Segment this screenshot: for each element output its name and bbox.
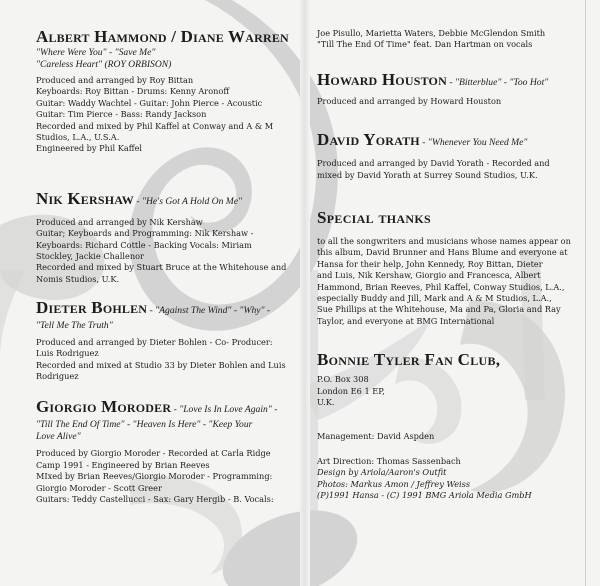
credit-line: Guitar: Tim Pierce - Bass: Randy Jackson: [36, 109, 207, 120]
thanks-line: and Luis, Nik Kershaw, Giorgio and Francesca, Albert: [317, 270, 541, 281]
credit-line: Guitar; Keyboards and Programming: Nik Kershaw -: [36, 228, 254, 239]
thanks-line: Sue Phillips at the Whitehouse, Ma and Pa, Gloria and Ray: [317, 304, 561, 315]
albert-hammond-section: [36, 28, 298, 155]
credit-line: "Till The End Of Time" feat. Dan Hartman on vocals: [317, 39, 533, 50]
credit-line: Guitar: Waddy Wachtel - Guitar: John Pierce - Acoustic: [36, 97, 263, 108]
songs-line: "Careless Heart" (ROY ORBISON): [36, 58, 172, 70]
credit-line: Recorded and mixed at Studio 33 by Dieter Bohlen and Luis: [36, 359, 286, 370]
credit-line: Luis Rodriguez: [36, 348, 99, 359]
howard-houston-section: [317, 71, 592, 107]
fan-club-section: [317, 351, 592, 408]
credit-line: Engineered by Phil Kaffel: [36, 143, 143, 154]
art-credit-line: Art Direction: Thomas Sassenbach: [317, 455, 461, 466]
credit-line: Camp 1991 - Engineered by Brian Reeves: [36, 459, 210, 470]
credit-line: Produced and arranged by Howard Houston: [317, 95, 502, 106]
art-credit-line: Photos: Markus Amon / Jeffrey Weiss: [317, 478, 471, 489]
dieter-bohlen-section: [36, 299, 298, 382]
credit-line: Produced and arranged by Dieter Bohlen - Co- Producer:: [36, 336, 273, 347]
credit-line: Keyboards: Richard Cottle - Backing Vocals: Miriam: [36, 239, 252, 250]
giorgio-moroder-section: [36, 398, 298, 505]
credit-line: Keyboards: Roy Bittan - Drums: Kenny Aronoff: [36, 86, 230, 97]
artist-heading: [36, 190, 298, 211]
thanks-line: Hansa for their help, John Kennedy, Roy Bittan, Dieter: [317, 258, 543, 269]
credit-line: Rodriguez: [36, 371, 79, 381]
artist-heading: [36, 398, 298, 419]
credit-line: Recorded and mixed by Stuart Bruce at the Whitehouse and: [36, 262, 287, 273]
credit-line: Giorgio Moroder - Scott Greer: [36, 482, 162, 493]
credit-line: MIxed by Brian Reeves/Giorgio Moroder - Programming:: [36, 471, 273, 482]
david-yorath-section: [317, 131, 592, 181]
management-line: Management: David Aspden: [317, 430, 435, 441]
artist-name: Dieter Bohlen: [36, 298, 148, 318]
songs-line: "Till The End Of Time" - "Heaven Is Here" - "Keep Your: [36, 419, 253, 431]
artist-name: Howard Houston: [317, 69, 447, 89]
artist-heading: [317, 71, 592, 92]
credit-line: Studios, L.A., U.S.A.: [36, 132, 120, 143]
address-line: P.O. Box 308: [317, 374, 369, 385]
thanks-line: this album, David Brunner and Hans Blume and everyone at: [317, 247, 568, 258]
artist-name: Nik Kershaw: [36, 188, 134, 208]
artist-heading: Albert Hammond / Diane Warren: [36, 27, 289, 46]
credit-line: Produced and arranged by Roy Bittan: [36, 75, 194, 85]
song-title: - "He's Got A Hold On Me": [133, 195, 243, 207]
artist-heading: [36, 299, 298, 320]
nik-kershaw-section: [36, 190, 298, 285]
artist-heading: [317, 131, 592, 152]
songs-line: "Where Were You" - "Save Me": [36, 47, 156, 58]
song-title: - "Whenever You Need Me": [419, 137, 528, 149]
right-column: [317, 28, 592, 502]
continued-credits: [317, 28, 592, 51]
fan-club-heading: Bonnie Tyler Fan Club,: [317, 350, 501, 370]
song-title: - "Love Is In Love Again" -: [171, 404, 278, 416]
special-thanks-section: [317, 209, 592, 327]
credit-line: Nomis Studios, U.K.: [36, 273, 120, 284]
artist-name: David Yorath: [317, 130, 420, 150]
left-column: [36, 28, 298, 505]
song-title: - "Against The Wind" - "Why" -: [147, 305, 271, 317]
thanks-line: Taylor, and everyone at BMG International: [317, 315, 495, 326]
art-credit-line: Design by Ariola/Aaron's Outfit: [317, 467, 447, 478]
art-credits: [317, 456, 592, 502]
art-credit-line: (P)1991 Hansa - (C) 1991 BMG Ariola Media GmbH: [317, 490, 532, 501]
credit-line: Produced by Giorgio Moroder - Recorded at Carla Ridge: [36, 448, 271, 459]
credit-line: Produced and arranged by David Yorath - Recorded and: [317, 158, 550, 169]
credit-line: Recorded and mixed by Phil Kaffel at Conway and A & M: [36, 120, 274, 131]
credit-line: mixed by David Yorath at Surrey Sound Studios, U.K.: [317, 169, 538, 180]
credit-line: Produced and arranged by Nik Kershaw: [36, 216, 203, 227]
thanks-line: Hammond, Brian Reeves, Phil Kaffel, Conway Studios, L.A.,: [317, 281, 565, 292]
address-line: U.K.: [317, 397, 335, 408]
songs-line: Love Alive": [36, 430, 81, 442]
thanks-line: to all the songwriters and musicians whose names appear on: [317, 236, 571, 247]
song-title: - "Bitterblue" - "Too Hot": [446, 76, 549, 88]
artist-name: Giorgio Moroder: [36, 397, 172, 417]
credit-line: Stockley, Jackie Challenor: [36, 251, 144, 262]
songs-line: "Tell Me The Truth": [36, 320, 113, 332]
special-thanks-heading: Special thanks: [317, 208, 431, 228]
address-line: London E6 1 EP,: [317, 385, 385, 396]
credit-line: Guitars: Teddy Castellucci - Sax: Gary Hergib - B. Vocals:: [36, 494, 274, 505]
thanks-line: especially Buddy and Jill, Mark and A & M Studios, L.A.,: [317, 293, 552, 304]
credit-line: Joe Pisullo, Marietta Waters, Debbie McGlendon Smith: [317, 28, 546, 38]
